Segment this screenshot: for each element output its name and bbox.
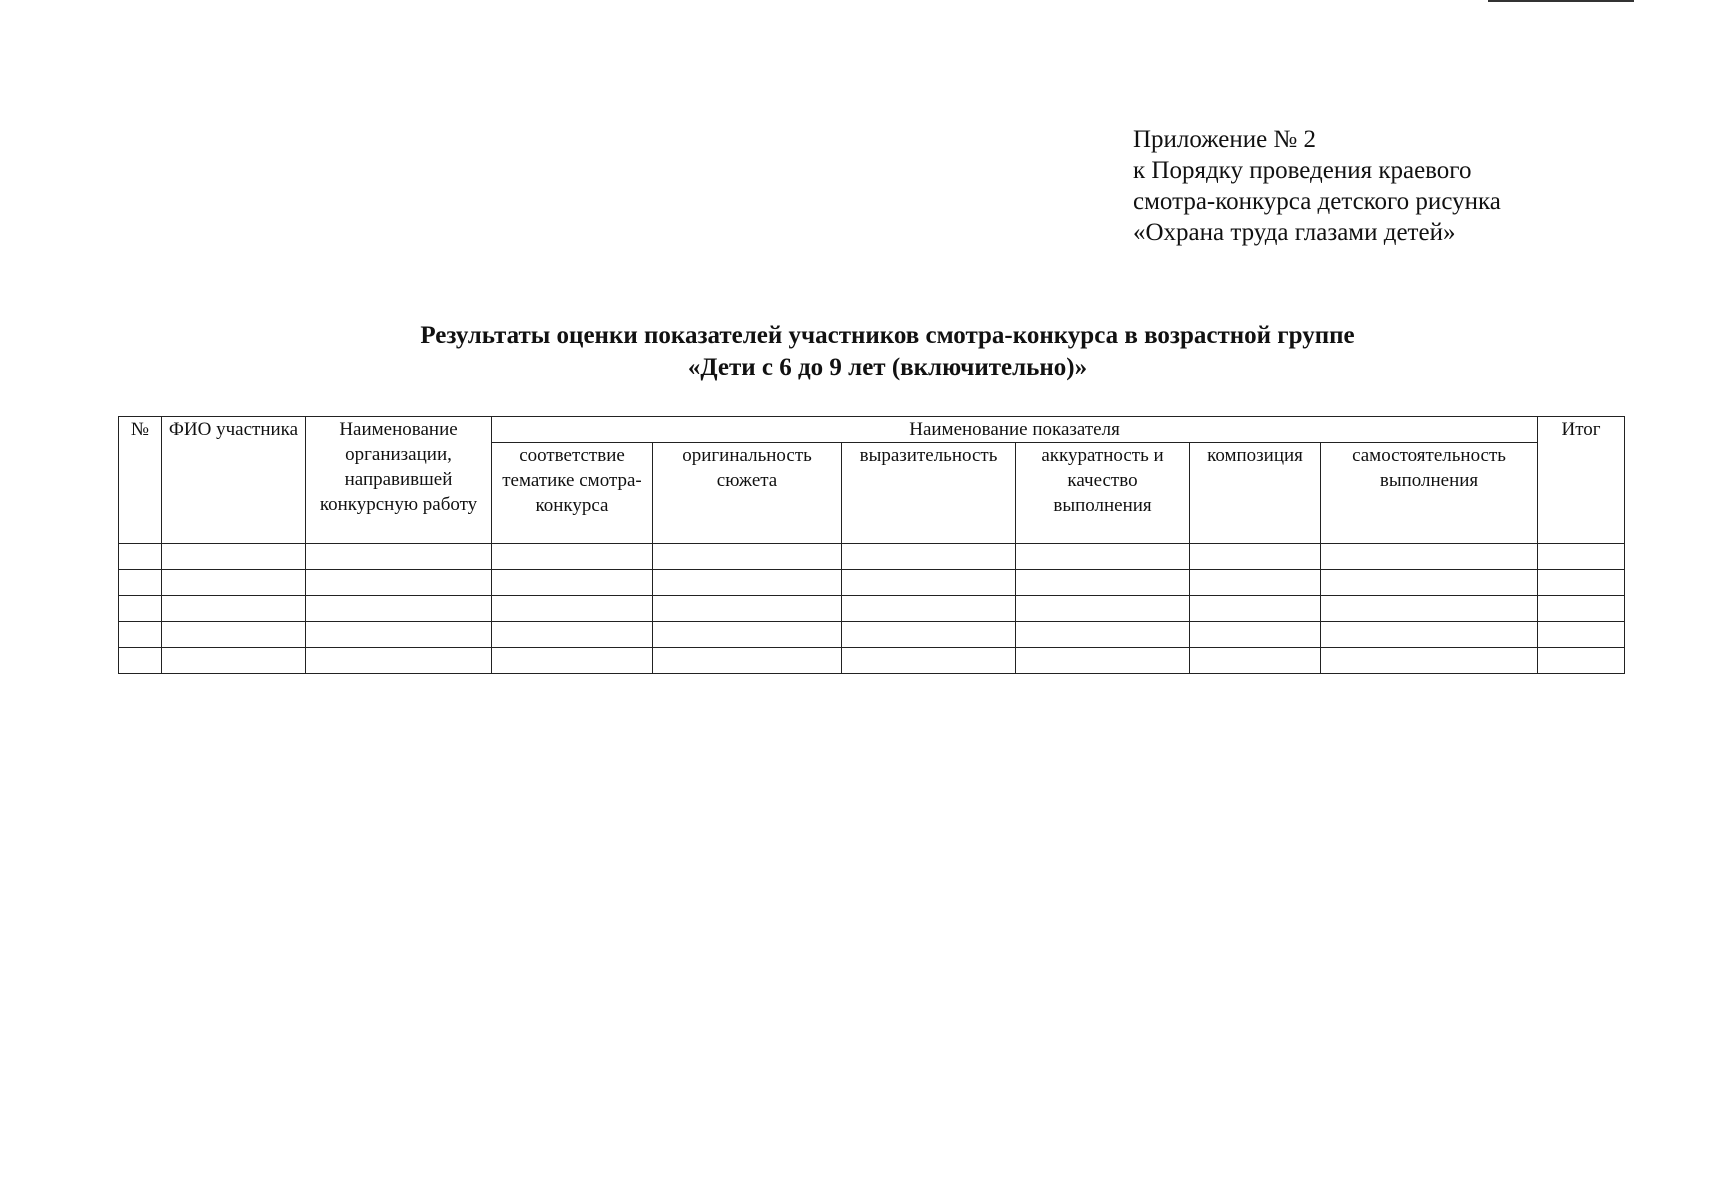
indicator-accuracy: аккуратность и качество выполнения bbox=[1016, 443, 1190, 544]
table-cell bbox=[162, 544, 306, 570]
table-cell bbox=[1538, 596, 1625, 622]
table-cell bbox=[1321, 570, 1538, 596]
table-cell bbox=[1016, 596, 1190, 622]
table-cell bbox=[119, 570, 162, 596]
table-cell bbox=[306, 596, 492, 622]
table-cell bbox=[306, 570, 492, 596]
table-cell bbox=[1016, 648, 1190, 674]
table-cell bbox=[653, 570, 842, 596]
table-cell bbox=[1016, 544, 1190, 570]
indicator-composition: композиция bbox=[1190, 443, 1321, 544]
table-cell bbox=[653, 648, 842, 674]
table-cell bbox=[492, 570, 653, 596]
document-title bbox=[0, 320, 1715, 384]
table-cell bbox=[1016, 570, 1190, 596]
appendix-note bbox=[1133, 124, 1693, 248]
appendix-line: смотра-конкурса детского рисунка bbox=[1133, 188, 1501, 215]
table-cell bbox=[1190, 622, 1321, 648]
table-cell bbox=[842, 570, 1016, 596]
table-cell bbox=[1538, 544, 1625, 570]
table-cell bbox=[1538, 570, 1625, 596]
table-cell bbox=[119, 622, 162, 648]
appendix-line: Приложение № 2 bbox=[1133, 126, 1317, 153]
table-cell bbox=[842, 622, 1016, 648]
header-total: Итог bbox=[1538, 417, 1625, 544]
table-cell bbox=[306, 648, 492, 674]
table-cell bbox=[842, 596, 1016, 622]
table-cell bbox=[842, 648, 1016, 674]
table-cell bbox=[1190, 544, 1321, 570]
appendix-line: к Порядку проведения краевого bbox=[1133, 157, 1472, 184]
header-organization: Наименование организации, направившей конкурсную работу bbox=[306, 417, 492, 544]
table-cell bbox=[842, 544, 1016, 570]
table-cell bbox=[1538, 622, 1625, 648]
table-cell bbox=[653, 622, 842, 648]
table-cell bbox=[119, 596, 162, 622]
table-cell bbox=[306, 622, 492, 648]
table-cell bbox=[492, 622, 653, 648]
header-number: № bbox=[119, 417, 162, 544]
table-row bbox=[119, 544, 1625, 570]
table-body bbox=[119, 544, 1625, 674]
table-cell bbox=[1321, 622, 1538, 648]
table-cell bbox=[653, 596, 842, 622]
table-cell bbox=[162, 570, 306, 596]
indicator-independence: самостоятельность выполнения bbox=[1321, 443, 1538, 544]
top-rule bbox=[1488, 0, 1634, 2]
table-cell bbox=[1190, 570, 1321, 596]
table-cell bbox=[162, 648, 306, 674]
header-indicator-group: Наименование показателя bbox=[492, 417, 1538, 443]
table-cell bbox=[306, 544, 492, 570]
table-cell bbox=[162, 622, 306, 648]
table-cell bbox=[119, 648, 162, 674]
title-line-2: «Дети с 6 до 9 лет (включительно)» bbox=[687, 354, 1088, 381]
table-row bbox=[119, 622, 1625, 648]
table-row bbox=[119, 648, 1625, 674]
table-row bbox=[119, 596, 1625, 622]
appendix-line: «Охрана труда глазами детей» bbox=[1133, 219, 1456, 246]
table-cell bbox=[653, 544, 842, 570]
table-cell bbox=[1016, 622, 1190, 648]
table-cell bbox=[492, 544, 653, 570]
header-row bbox=[119, 417, 1625, 443]
table-cell bbox=[1190, 648, 1321, 674]
indicator-originality: оригинальность сюжета bbox=[653, 443, 842, 544]
table-cell bbox=[1321, 596, 1538, 622]
indicator-expressiveness: выразительность bbox=[842, 443, 1016, 544]
table-cell bbox=[119, 544, 162, 570]
table-cell bbox=[1321, 648, 1538, 674]
table-cell bbox=[162, 596, 306, 622]
results-table bbox=[118, 416, 1625, 674]
indicator-relevance: соответствие тематике смотра-конкурса bbox=[492, 443, 653, 544]
header-fio: ФИО участника bbox=[162, 417, 306, 544]
table-cell bbox=[1321, 544, 1538, 570]
table-cell bbox=[1538, 648, 1625, 674]
title-line-1: Результаты оценки показателей участников смотра-конкурса в возрастной группе bbox=[420, 322, 1355, 349]
table-cell bbox=[1190, 596, 1321, 622]
table-cell bbox=[492, 596, 653, 622]
table-row bbox=[119, 570, 1625, 596]
table-cell bbox=[492, 648, 653, 674]
